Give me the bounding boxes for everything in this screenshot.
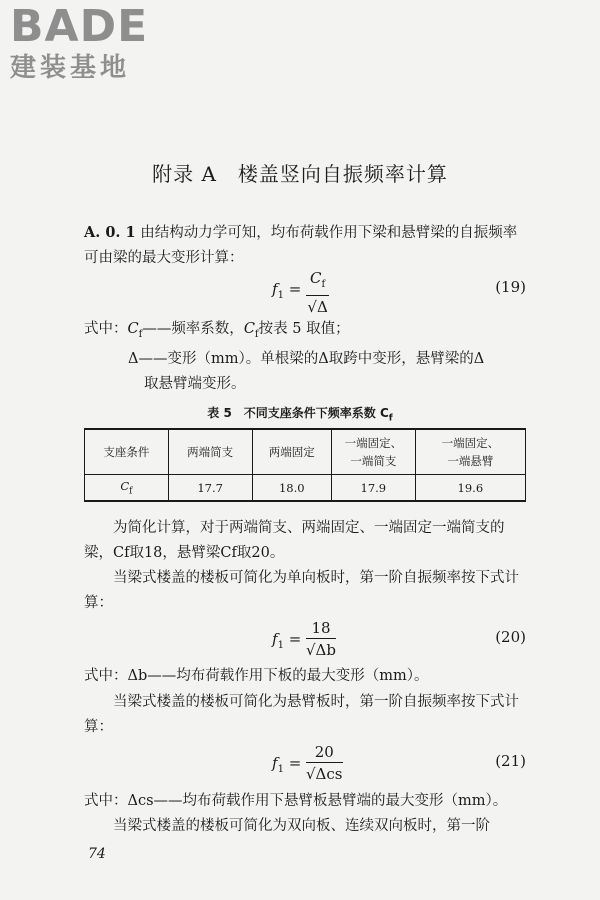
paragraph-simplify: 为简化计算，对于两端简支、两端固定、一端固定一端简支的梁，Cf取18，悬臂梁Cf取20。	[84, 520, 505, 561]
table-cell: 18.0	[252, 475, 331, 502]
table-row	[85, 475, 526, 502]
paragraph-cantilever-slab: 当梁式楼盖的楼板可简化为悬臂板时，第一阶自振频率按下式计算：	[84, 694, 519, 735]
table-header-cell: 一端固定、 一端简支	[331, 429, 415, 475]
equation-19	[84, 268, 526, 316]
table-header-cell: 支座条件	[85, 429, 169, 475]
table-header-row	[85, 429, 526, 475]
equation-lhs: $f_1$ =	[272, 280, 302, 301]
table-cell: 17.9	[331, 475, 415, 502]
table-caption: 表 5 不同支座条件下频率系数 $C_f$	[207, 406, 393, 424]
equation-number: (20)	[495, 628, 526, 646]
equation-lhs: $f_1$ =	[272, 754, 302, 775]
table-row-label: $C_f$	[85, 475, 169, 502]
page-number: 74	[88, 846, 106, 862]
equation-20	[84, 618, 526, 662]
paragraph-one-way-slab: 当梁式楼盖的楼板可简化为单向板时，第一阶自振频率按下式计算：	[84, 570, 519, 611]
equation-21-definition: 式中：Δcs——均布荷载作用下悬臂板悬臂端的最大变形（mm）。	[84, 793, 508, 809]
appendix-title: 附录 A 楼盖竖向自振频率计算	[152, 162, 448, 186]
clause-number: A. 0. 1	[84, 224, 136, 241]
equation-fraction: $\frac{18}{√\Delta b}$	[306, 619, 336, 659]
logo-wordmark: BADE	[10, 1, 149, 52]
frequency-coefficient-table	[84, 428, 526, 502]
equation-21	[84, 742, 526, 786]
equation-19-definitions: 式中：$C_f——$频率系数，$C_f$按表 5 取值； Δ——变形（mm）。单根梁的Δ取跨中变形，悬臂梁的Δ 取悬臂端变形。	[84, 321, 485, 392]
equation-number: (19)	[495, 278, 526, 296]
clause-text: 由结构动力学可知，均布荷载作用下梁和悬臂梁的自振频率可由梁的最大变形计算：	[84, 225, 518, 266]
table-cell: 19.6	[415, 475, 525, 502]
equation-number: (21)	[495, 752, 526, 770]
equation-fraction: 20 √Δcs	[306, 743, 343, 783]
table-header-cell: 两端固定	[252, 429, 331, 475]
equation-20-definition: 式中：Δb——均布荷载作用下板的最大变形（mm）。	[84, 668, 429, 684]
table-header-cell: 两端简支	[168, 429, 252, 475]
publisher-logo	[10, 2, 180, 90]
paragraph-two-way-slab: 当梁式楼盖的楼板可简化为双向板、连续双向板时，第一阶	[113, 818, 490, 834]
equation-fraction: $\frac{C_f}{√\Delta}$	[307, 269, 328, 316]
paragraph-a01	[84, 220, 526, 271]
equation-lhs: $f_1$ =	[272, 630, 302, 651]
table-cell: 17.7	[168, 475, 252, 502]
logo-chinese-name: 建装基地	[10, 53, 131, 83]
table-header-cell: 一端固定、 一端悬臂	[415, 429, 525, 475]
